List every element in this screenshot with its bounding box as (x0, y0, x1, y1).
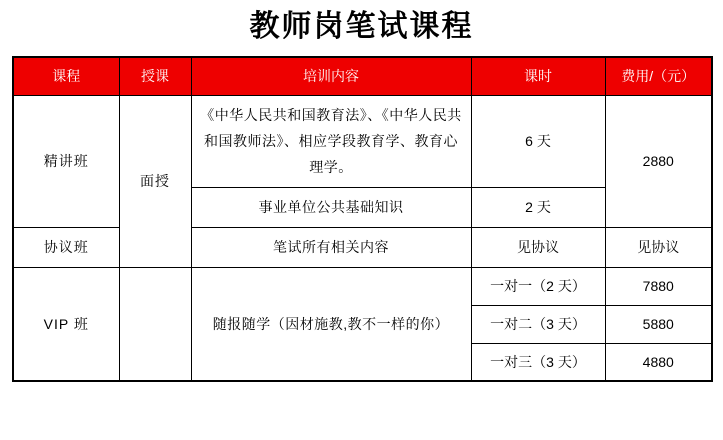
table-header-row (13, 57, 712, 95)
cell-hours-xieyi: 见协议 (471, 227, 605, 267)
cell-hours-vip-1to1: 一对一（2 天） (471, 267, 605, 305)
column-header-fee: 费用/（元） (605, 57, 712, 95)
cell-course-vip: VIP 班 (13, 267, 119, 381)
table-header (13, 57, 712, 95)
cell-course-jingjiang: 精讲班 (13, 95, 119, 227)
table-body (13, 95, 712, 381)
cell-content-xieyi: 笔试所有相关内容 (191, 227, 471, 267)
cell-hours-vip-1to2: 一对二（3 天） (471, 305, 605, 343)
column-header-training-content: 培训内容 (191, 57, 471, 95)
table-row (13, 267, 712, 305)
cell-course-xieyi: 协议班 (13, 227, 119, 267)
cell-hours-jingjiang: 6 天 (471, 95, 605, 187)
column-header-teaching-mode: 授课 (119, 57, 191, 95)
page-title: 教师岗笔试课程 (249, 9, 474, 44)
cell-hours-vip-1to3: 一对三（3 天） (471, 343, 605, 381)
table-row (13, 95, 712, 187)
cell-hours-public-basics: 2 天 (471, 187, 605, 227)
column-header-class-hours: 课时 (471, 57, 605, 95)
course-table-container (0, 56, 723, 382)
cell-fee-vip-1to3: 4880 (605, 343, 712, 381)
cell-fee-xieyi: 见协议 (605, 227, 712, 267)
cell-fee-vip-1to1: 7880 (605, 267, 712, 305)
cell-teaching-mode-vip (119, 267, 191, 381)
table-row (13, 227, 712, 267)
cell-content-vip: 随报随学（因材施教,教不一样的你） (191, 267, 471, 381)
cell-fee-jingjiang: 2880 (605, 95, 712, 227)
cell-teaching-mode-mianshou: 面授 (119, 95, 191, 267)
course-table (12, 56, 713, 382)
cell-content-public-basics: 事业单位公共基础知识 (191, 187, 471, 227)
cell-fee-vip-1to2: 5880 (605, 305, 712, 343)
cell-content-jingjiang: 《中华人民共和国教育法》、《中华人民共和国教师法》、相应学段教育学、教育心理学。 (191, 95, 471, 187)
column-header-course: 课程 (13, 57, 119, 95)
